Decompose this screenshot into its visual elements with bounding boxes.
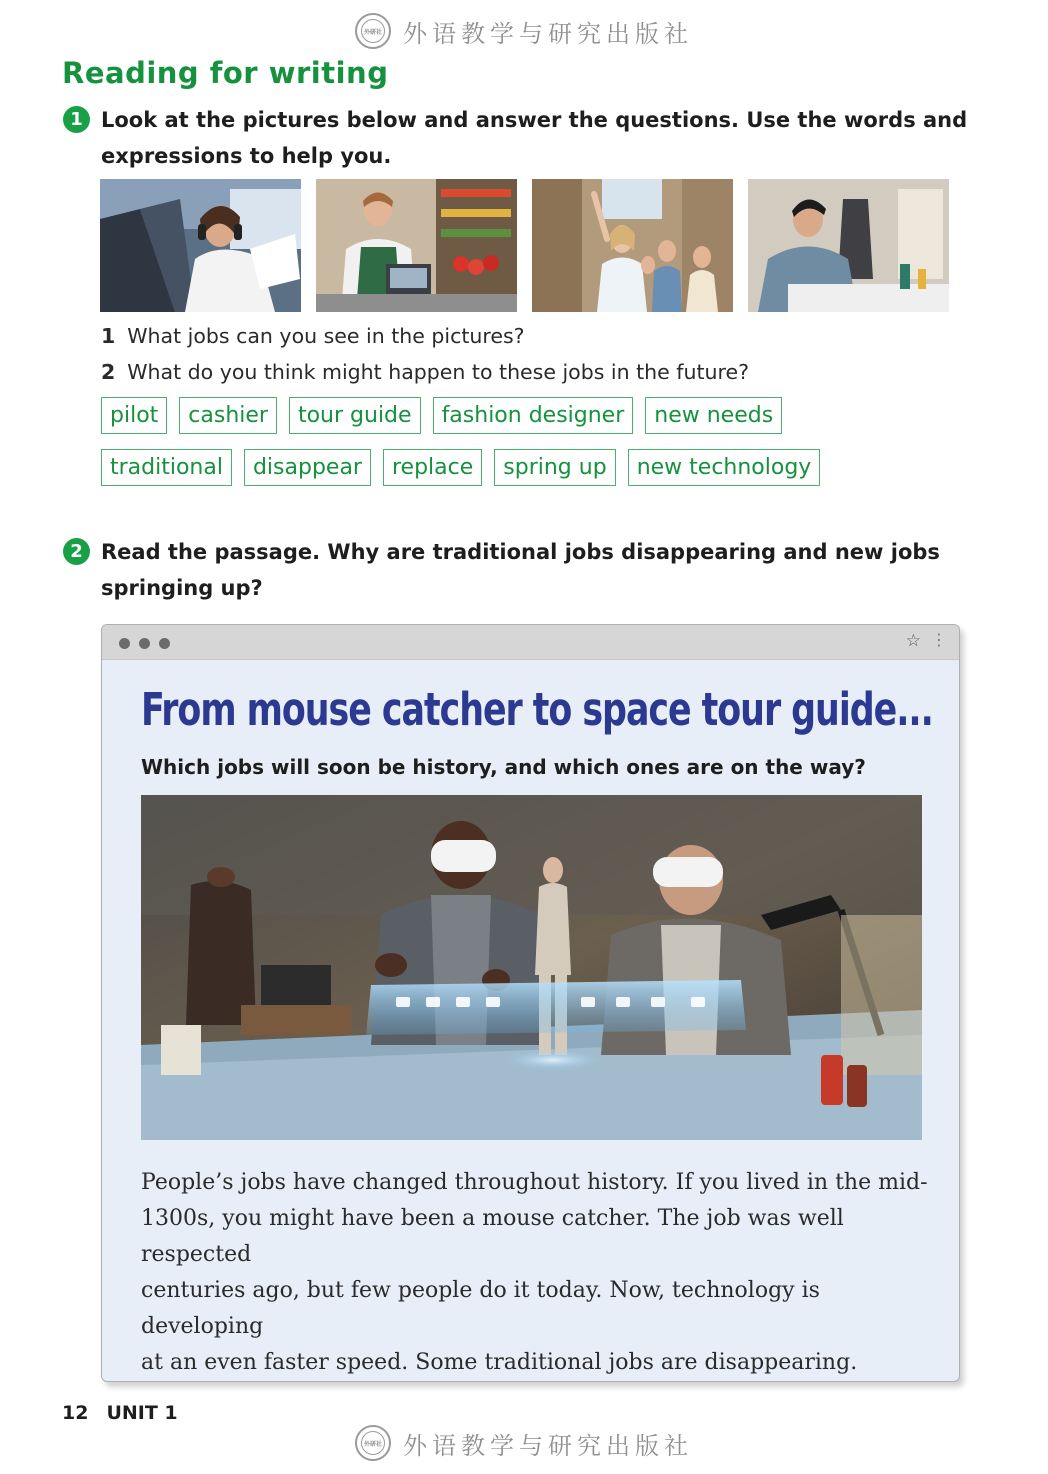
publisher-footer bbox=[0, 1421, 1048, 1465]
word-chip: new needs bbox=[645, 397, 782, 434]
word-chip: cashier bbox=[179, 397, 277, 434]
browser-title-bar bbox=[102, 625, 960, 660]
question-1 bbox=[101, 324, 525, 348]
task-number-1: 1 bbox=[63, 106, 90, 133]
publisher-logo bbox=[355, 1425, 391, 1461]
question-1-text: What jobs can you see in the pictures? bbox=[127, 324, 525, 348]
publisher-header bbox=[0, 9, 1048, 53]
maximize-icon[interactable] bbox=[139, 638, 150, 649]
page-number: 12 bbox=[62, 1402, 89, 1424]
publisher-logo-text: 外研社 bbox=[361, 1431, 385, 1455]
question-2-text: What do you think might happen to these jobs in the future? bbox=[127, 360, 750, 384]
photo-cashier bbox=[316, 179, 517, 312]
word-chip: new technology bbox=[628, 449, 821, 486]
word-chips-row-1 bbox=[101, 397, 1001, 434]
paragraph-line: at an even faster speed. Some traditional jobs are disappearing. bbox=[141, 1350, 858, 1375]
publisher-name: 外语教学与研究出版社 bbox=[403, 19, 693, 48]
question-1-number: 1 bbox=[101, 324, 116, 348]
task1-instruction bbox=[101, 102, 981, 174]
minimize-icon[interactable] bbox=[119, 638, 130, 649]
section-title: Reading for writing bbox=[62, 56, 389, 90]
task2-line-2: springing up? bbox=[101, 576, 263, 600]
star-icon[interactable]: ☆ bbox=[905, 631, 921, 651]
browser-window bbox=[101, 624, 960, 1382]
word-chip: fashion designer bbox=[433, 397, 634, 434]
task2-line-1: Read the passage. Why are traditional jobs disappearing and new jobs bbox=[101, 540, 940, 564]
paragraph-line: People’s jobs have changed throughout history. If you lived in the mid- bbox=[141, 1170, 928, 1195]
publisher-logo bbox=[355, 13, 391, 49]
photo-fashion-designer bbox=[748, 179, 949, 312]
question-2 bbox=[101, 360, 749, 384]
word-chip: disappear bbox=[244, 449, 371, 486]
word-chip: replace bbox=[383, 449, 482, 486]
paragraph-line: 1300s, you might have been a mouse catcher. The job was well respected bbox=[141, 1206, 844, 1267]
article-hero-image bbox=[141, 795, 922, 1140]
article-paragraph bbox=[141, 1165, 931, 1382]
photo-pilot bbox=[100, 179, 301, 312]
word-chip: spring up bbox=[494, 449, 615, 486]
publisher-logo-text: 外研社 bbox=[361, 19, 385, 43]
word-chip: pilot bbox=[101, 397, 167, 434]
paragraph-line: centuries ago, but few people do it today. Now, technology is developing bbox=[141, 1278, 820, 1339]
unit-label: UNIT 1 bbox=[106, 1402, 178, 1424]
word-chip: tour guide bbox=[289, 397, 421, 434]
close-icon[interactable] bbox=[159, 638, 170, 649]
task-number-2: 2 bbox=[63, 538, 90, 565]
task1-line-1: Look at the pictures below and answer the questions. Use the words and bbox=[101, 108, 968, 132]
word-chip: traditional bbox=[101, 449, 232, 486]
article-subheadline: Which jobs will soon be history, and which ones are on the way? bbox=[141, 755, 866, 779]
question-2-number: 2 bbox=[101, 360, 116, 384]
more-menu-icon[interactable]: ⋮ bbox=[931, 630, 947, 649]
task2-instruction bbox=[101, 534, 981, 606]
publisher-name: 外语教学与研究出版社 bbox=[403, 1431, 693, 1460]
article-headline: From mouse catcher to space tour guide... bbox=[141, 683, 933, 736]
word-chips-row-2 bbox=[101, 449, 1001, 486]
task1-line-2: expressions to help you. bbox=[101, 144, 392, 168]
photo-tour-guide bbox=[532, 179, 733, 312]
